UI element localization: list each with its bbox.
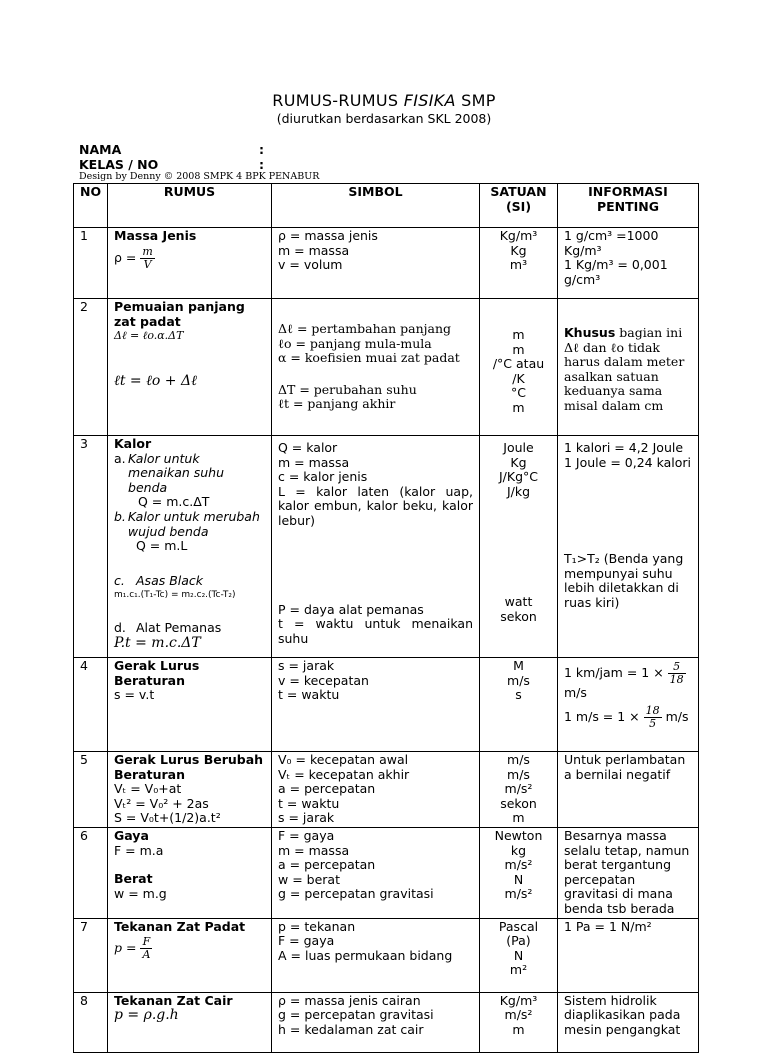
table-row (74, 752, 699, 828)
formula: S = V₀t+(1/2)a.t² (114, 810, 221, 826)
document-subtitle: (diurutkan berdasarkan SKL 2008) (276, 111, 492, 126)
simbol-cell: ρ = massa jenis cairan g = percepatan gravitasi h = kedalaman zat cair (272, 992, 480, 1052)
simbol-cell: V₀ = kecepatan awal Vₜ = kecepatan akhir a = percepatan t = waktu s = jarak (272, 752, 480, 828)
info-cell: Khusus bagian ini Δℓ dan ℓo tidak harus dalam meter asalkan satuan keduanya sama misal dalam cm (558, 299, 699, 436)
rumus-title: Tekanan Zat Cair (114, 992, 233, 1008)
info-cell: 1 kalori = 4,2 Joule 1 Joule = 0,24 kalori T₁>T₂ (Benda yang mempunyai suhu lebih diletakkan di ruas kiri) (558, 436, 699, 658)
name-field: NAMA : (79, 142, 264, 157)
row-number: 7 (74, 918, 108, 992)
rumus-title: Berat (114, 871, 153, 887)
rumus-title: Tekanan Zat Padat (114, 918, 246, 934)
satuan-cell: M m/s s (480, 658, 558, 752)
info-cell: Sistem hidrolik diaplikasikan pada mesin pengangkat (558, 992, 699, 1052)
info-cell: Untuk perlambatan a bernilai negatif (558, 752, 699, 828)
header-no: NO (74, 184, 108, 228)
simbol-cell: s = jarak v = kecepatan t = waktu (272, 658, 480, 752)
formula: s = v.t (114, 687, 155, 703)
formula: P.t = m.c.ΔT (114, 634, 201, 651)
info-cell: 1 Pa = 1 N/m² (558, 918, 699, 992)
satuan-cell: Newton kg m/s² N m/s² (480, 827, 558, 918)
formula: F = m.a (114, 842, 164, 858)
rumus-cell (108, 299, 272, 436)
row-number: 2 (74, 299, 108, 436)
formula: ℓt = ℓo + Δℓ (114, 372, 197, 389)
simbol-cell: F = gaya m = massa a = percepatan w = berat g = percepatan gravitasi (272, 827, 480, 918)
rumus-title: Kalor (114, 436, 152, 451)
formula: Q = m.L (136, 538, 188, 554)
class-field: KELAS / NO : (79, 157, 264, 172)
header-simbol: SIMBOL (272, 184, 480, 228)
rumus-title: Massa Jenis (114, 228, 197, 243)
header-rumus: RUMUS (108, 184, 272, 228)
satuan-cell: Kg/m³ Kg m³ (480, 228, 558, 299)
simbol-cell: ρ = massa jenis m = massa v = volum (272, 228, 480, 299)
formula: Q = m.c.ΔT (138, 494, 210, 510)
rumus-cell (108, 228, 272, 299)
satuan-cell: Kg/m³ m/s² m (480, 992, 558, 1052)
simbol-cell: Q = kalor m = massa c = kalor jenis L = kalor laten (kalor uap, kalor embun, kalor beku, kalor lebur) P = daya alat pemanas t = waktu untuk menaikan suhu (272, 436, 480, 658)
simbol-cell: p = tekanan F = gaya A = luas permukaan bidang (272, 918, 480, 992)
row-number: 6 (74, 827, 108, 918)
table-row (74, 436, 699, 658)
info-cell: Besarnya massa selalu tetap, namun berat tergantung percepatan gravitasi di mana benda tsb berada (558, 827, 699, 918)
formula: p = ρ.g.h (114, 1007, 179, 1024)
table-row (74, 658, 699, 752)
formula: Vₜ² = V₀² + 2as (114, 795, 209, 811)
rumus-cell (108, 752, 272, 828)
row-number: 4 (74, 658, 108, 752)
formula: p = $\frac{F}{A}$ (114, 935, 151, 962)
formula: Δℓ = ℓo.α.ΔT (114, 329, 184, 343)
info-cell: 1 g/cm³ =1000 Kg/m³ 1 Kg/m³ = 0,001 g/cm³ (558, 228, 699, 299)
satuan-cell: Joule Kg J/Kg°C J/kg watt sekon (480, 436, 558, 658)
rumus-title: Gerak Lurus Berubah Beraturan (114, 752, 264, 782)
row-number: 1 (74, 228, 108, 299)
rumus-cell (108, 918, 272, 992)
formula: Vₜ = V₀+at (114, 781, 182, 797)
simbol-cell: Δℓ = pertambahan panjang ℓo = panjang mula-mula α = koefisien muai zat padat ΔT = perubahan suhu ℓt = panjang akhir (272, 299, 480, 436)
formula: m₁.c₁.(T₁-Tc) = m₂.c₂.(Tc-T₂) (114, 590, 236, 601)
rumus-cell (108, 827, 272, 918)
row-number: 3 (74, 436, 108, 658)
formula-table (73, 183, 699, 1053)
rumus-cell: Kalor a. Kalor untuk menaikan suhu benda Q = m.c.ΔT b. Kalor untuk merubah wujud benda Q = m.L c. Asas Black m₁.c₁.(T₁-Tc) = m₂.c₂.(Tc-T₂) d. Alat Pemanas P.t = m.c.ΔT (108, 436, 272, 658)
design-credit: Design by Denny © 2008 SMPK 4 BPK PENABUR (79, 171, 320, 182)
formula: w = m.g (114, 885, 167, 901)
table-row (74, 992, 699, 1052)
table-row (74, 228, 699, 299)
row-number: 8 (74, 992, 108, 1052)
table-row (74, 918, 699, 992)
formula: ρ = $\frac{m}{V}$ (114, 244, 153, 271)
table-row (74, 827, 699, 918)
satuan-cell: m/s m/s m/s² sekon m (480, 752, 558, 828)
table-row (74, 299, 699, 436)
document-title: RUMUS-RUMUS FISIKA SMP (272, 91, 496, 110)
rumus-title: Gerak Lurus Beraturan (114, 658, 200, 688)
rumus-cell (108, 992, 272, 1052)
satuan-cell: Pascal (Pa) N m² (480, 918, 558, 992)
row-number: 5 (74, 752, 108, 828)
header-info: INFORMASI PENTING (558, 184, 699, 228)
rumus-cell (108, 658, 272, 752)
header-satuan: SATUAN (SI) (480, 184, 558, 228)
info-cell: 1 km/jam = 1 × $\frac{5}{18}$ m/s 1 m/s = 1 × $\frac{18}{5}$ m/s (558, 658, 699, 752)
table-header-row (74, 184, 699, 228)
rumus-title: Pemuaian panjang zat padat (114, 299, 245, 329)
satuan-cell: m m /°C atau /K °C m (480, 299, 558, 436)
rumus-title: Gaya (114, 827, 149, 843)
